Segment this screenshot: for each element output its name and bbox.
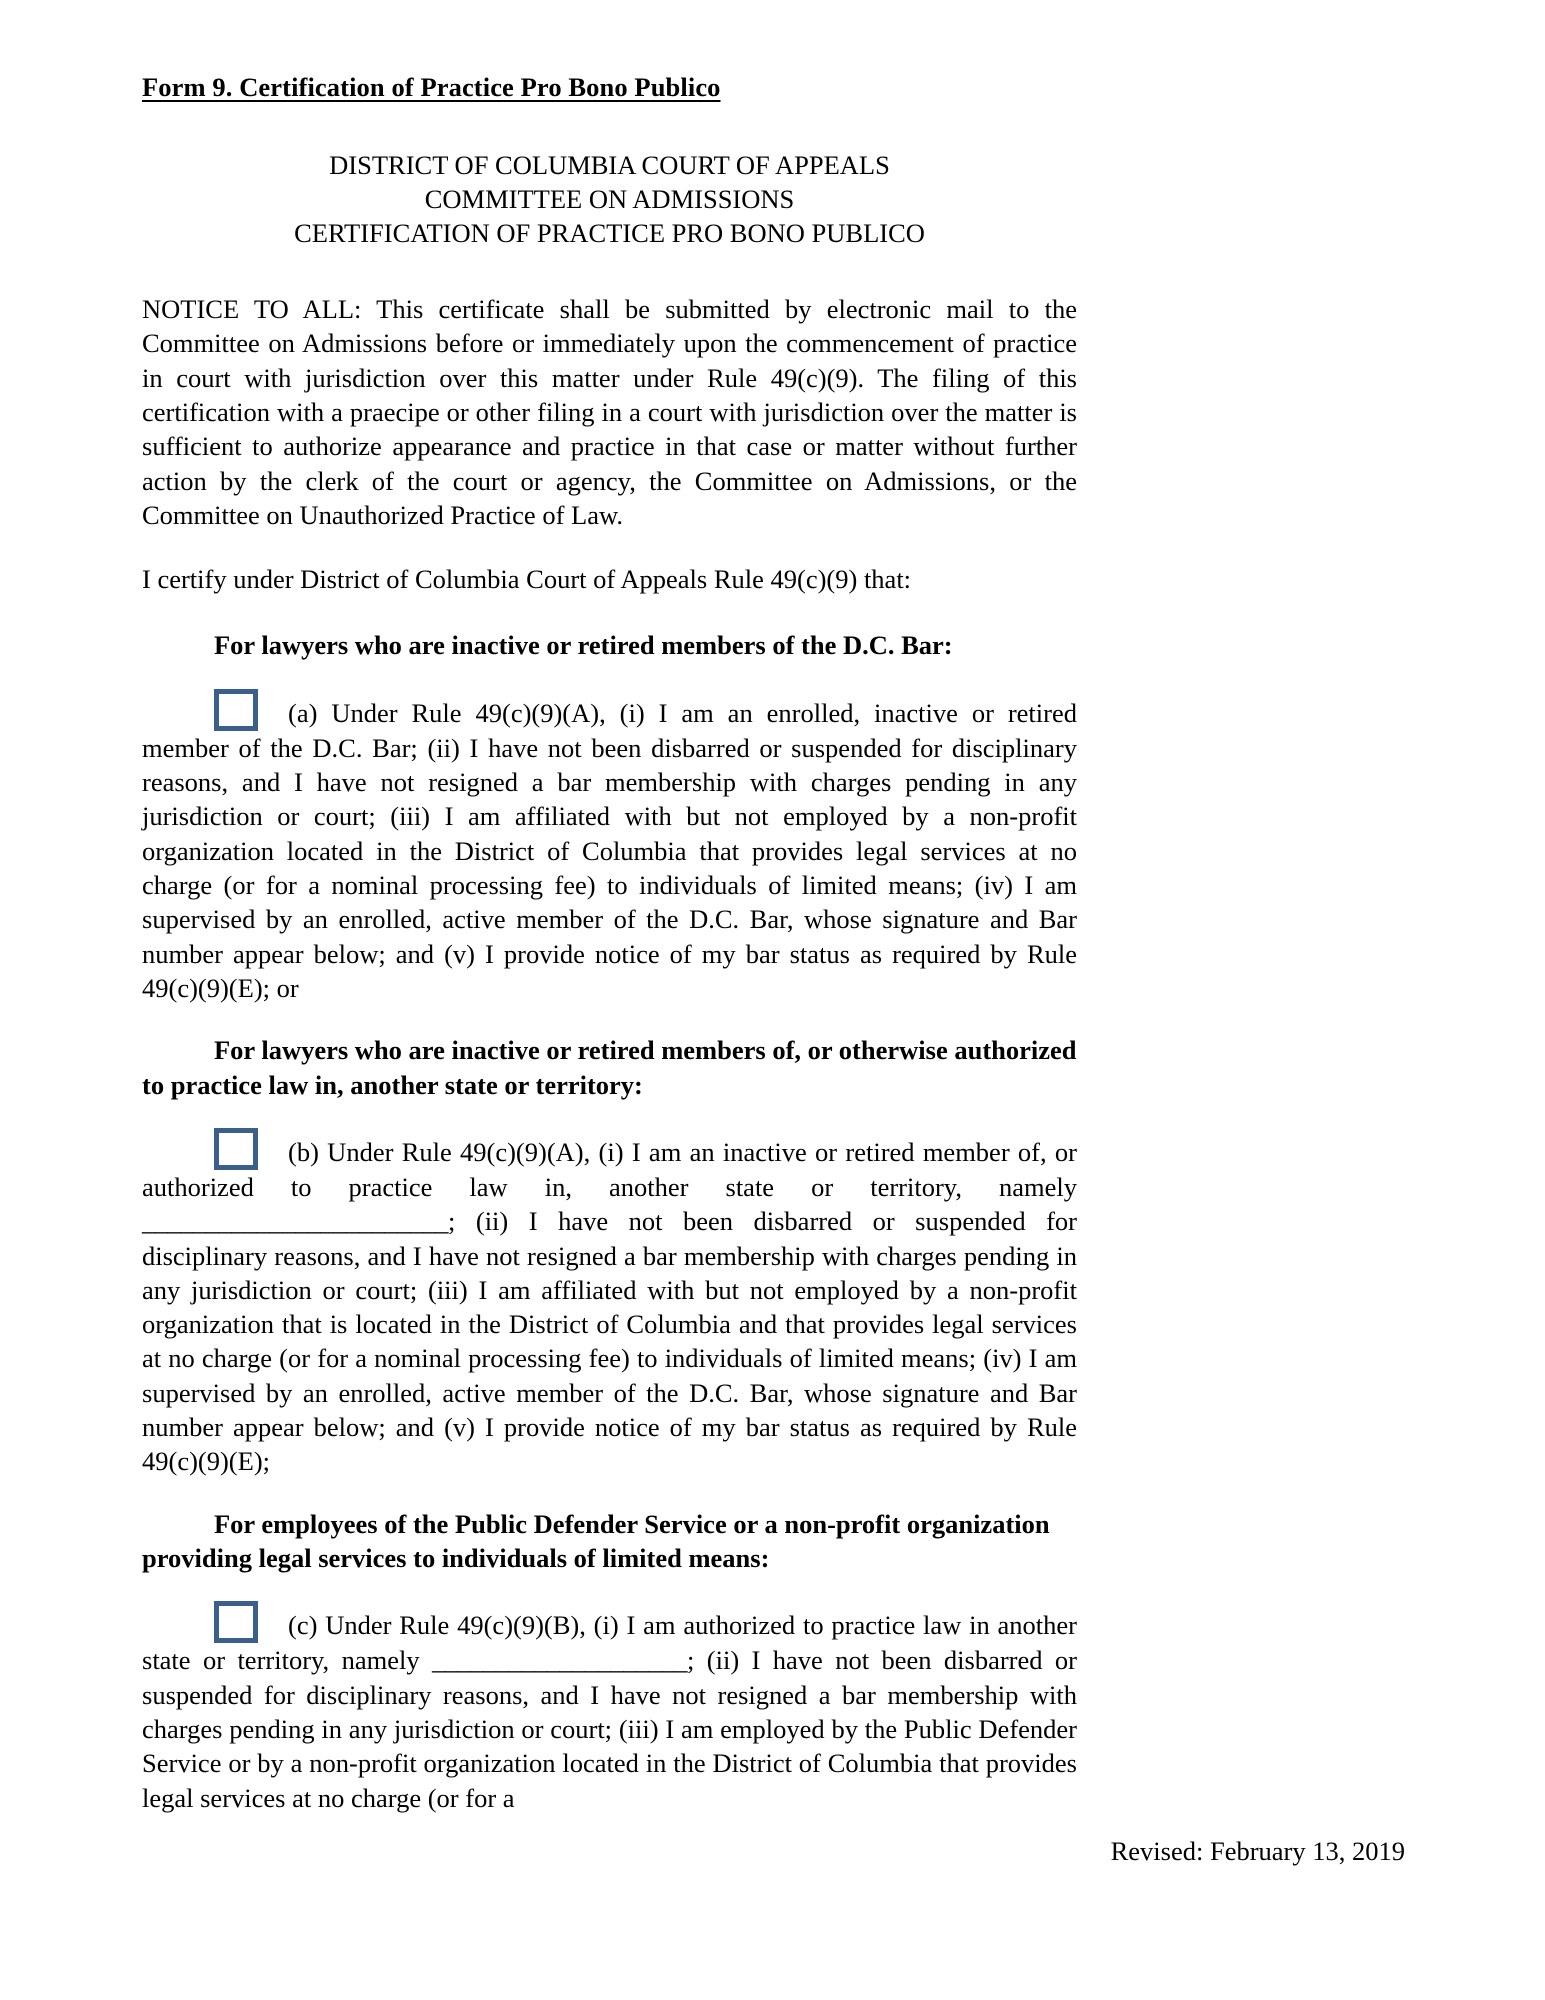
section-heading-a: For lawyers who are inactive or retired members of the D.C. Bar:: [214, 630, 953, 661]
heading-line-court: DISTRICT OF COLUMBIA COURT OF APPEALS: [329, 149, 890, 180]
clause-c-paragraph: [142, 1601, 1077, 1815]
unchecked-checkbox-icon-b[interactable]: [214, 1128, 258, 1170]
court-heading-block: [142, 148, 1077, 250]
certify-statement: I certify under District of Columbia Court of Appeals Rule 49(c)(9) that:: [142, 564, 912, 595]
fill-in-blank-c[interactable]: ____________________: [432, 1645, 687, 1676]
heading-line-certification: CERTIFICATION OF PRACTICE PRO BONO PUBLICO: [294, 217, 925, 248]
heading-line-committee: COMMITTEE ON ADMISSIONS: [424, 183, 795, 214]
section-heading-b: For lawyers who are inactive or retired members of, or otherwise authorized to practice law in, another state or territory:: [142, 1035, 1077, 1100]
unchecked-checkbox-icon-c[interactable]: [214, 1601, 258, 1643]
page-title: Form 9. Certification of Practice Pro Bono Publico: [142, 72, 721, 102]
revision-footer: Revised: February 13, 2019: [1110, 1836, 1405, 1866]
notice-paragraph: NOTICE TO ALL: This certificate shall be submitted by electronic mail to the Committee on Admissions before or immediately upon the commencement of practice in court with jurisdiction over this matter under Rule 49(c)(9). The filing of this certification with a praecipe or other filing in a court with jurisdiction over the matter is sufficient to authorize appearance and practice in that case or matter without further action by the clerk of the court or agency, the Committee on Admissions, or the Committee on Unauthorized Practice of Law.: [142, 293, 1077, 530]
document-content: [142, 72, 1077, 1815]
fill-in-blank-b[interactable]: ________________________: [142, 1206, 448, 1237]
clause-a-text: (a) Under Rule 49(c)(9)(A), (i) I am an enrolled, inactive or retired member of the D.C. Bar; (ii) I have not been disbarred or suspended for disciplinary reasons, and I have not resigned a bar membership with charges pending in any jurisdiction or court; (iii) I am affiliated with but not employed by a non-profit organization located in the District of Columbia that provides legal services at no charge (or for a nominal processing fee) to individuals of limited means; (iv) I am supervised by an enrolled, active member of the D.C. Bar, whose signature and Bar number appear below; and (v) I provide notice of my bar status as required by Rule 49(c)(9)(E); or: [142, 697, 1077, 1003]
clause-c-text-part1: (c) Under Rule 49(c)(9)(B), (i) I am authorized to practice law in another state or territory, namely: [142, 1610, 1077, 1676]
clause-b-text-part2: ; (ii) I have not been disbarred or suspended for disciplinary reasons, and I have not resigned a bar membership with charges pending in any jurisdiction or court; (iii) I am affiliated with but not employed by a non-profit organization that is located in the District of Columbia and that provides legal services at no charge (or for a nominal processing fee) to individuals of limited means; (iv) I am supervised by an enrolled, active member of the D.C. Bar, whose signature and Bar number appear below; and (v) I provide notice of my bar status as required by Rule 49(c)(9)(E);: [142, 1206, 1077, 1477]
clause-a-paragraph: [142, 689, 1077, 1006]
clause-b-paragraph: [142, 1128, 1077, 1479]
unchecked-checkbox-icon-a[interactable]: [214, 689, 258, 731]
section-heading-c: For employees of the Public Defender Service or a non-profit organization providing legal services to individuals of limited means:: [142, 1508, 1050, 1573]
clause-c-text-part2: ; (ii) I have not been disbarred or suspended for disciplinary reasons, and I have not resigned a bar membership with charges pending in any jurisdiction or court; (iii) I am employed by the Public Defender Service or by a non-profit organization located in the District of Columbia that provides legal services at no charge (or for a: [142, 1645, 1077, 1813]
clause-b-text-part1: (b) Under Rule 49(c)(9)(A), (i) I am an inactive or retired member of, or authorized to practice law in, another state or territory, namely: [142, 1136, 1077, 1202]
